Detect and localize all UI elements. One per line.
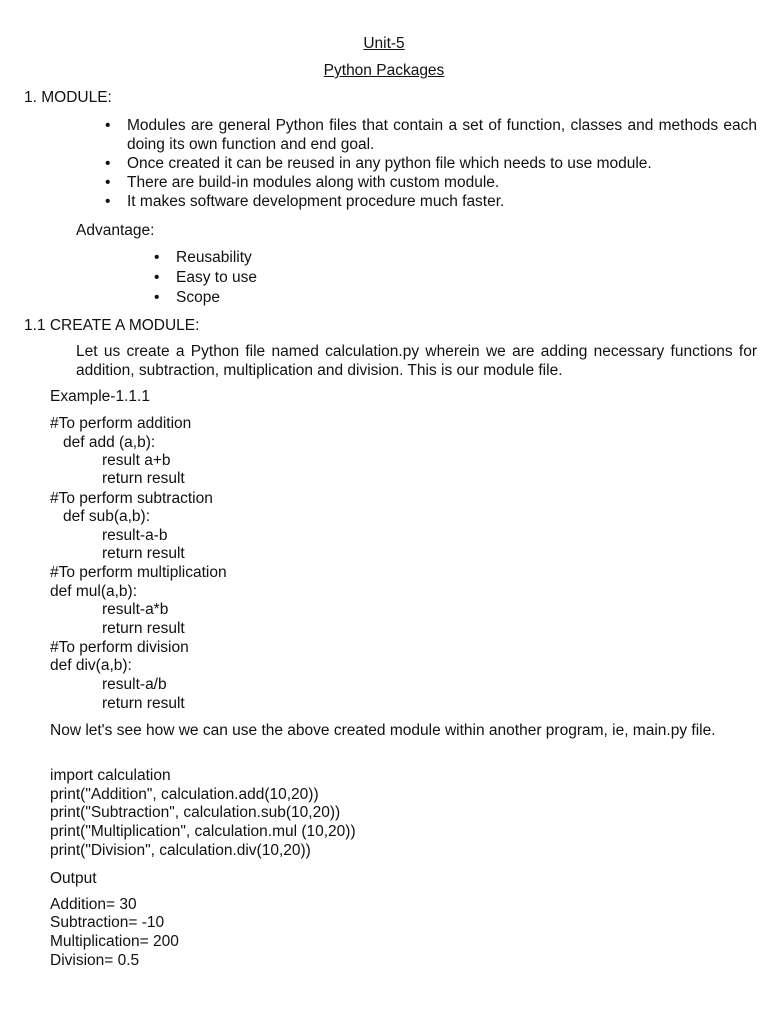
example-label: Example-1.1.1 bbox=[50, 388, 150, 405]
list-item: • There are build-in modules along with custom module. bbox=[105, 174, 500, 191]
bullet-icon: • bbox=[154, 249, 160, 266]
code-line: result-a-b bbox=[102, 527, 168, 544]
advantage-label: Advantage: bbox=[76, 222, 155, 239]
code-line: return result bbox=[102, 470, 185, 487]
code-line: result-a/b bbox=[102, 676, 167, 693]
bullet-icon: • bbox=[105, 193, 111, 210]
unit-title: Unit-5 bbox=[363, 35, 405, 52]
bullet-icon: • bbox=[105, 155, 111, 172]
code-line: print("Multiplication", calculation.mul (10,20)) bbox=[50, 823, 356, 840]
section-heading-create-module: 1.1 CREATE A MODULE: bbox=[24, 317, 200, 334]
list-item: • Once created it can be reused in any python file which needs to use module. bbox=[105, 155, 652, 172]
code-line: def div(a,b): bbox=[50, 657, 132, 674]
intro-paragraph: Let us create a Python file named calculation.py wherein we are adding necessary functions for addition, subtraction, multiplication and division. This is our module file. bbox=[76, 343, 757, 379]
list-item: • It makes software development procedure much faster. bbox=[105, 193, 505, 210]
list-item: • Modules are general Python files that contain a set of function, classes and methods each doing its own function and end goal. bbox=[105, 117, 757, 153]
code-line: print("Subtraction", calculation.sub(10,20)) bbox=[50, 804, 341, 821]
output-label: Output bbox=[50, 870, 97, 887]
code-line: return result bbox=[102, 620, 185, 637]
list-item: • Scope bbox=[154, 289, 220, 306]
code-line: #To perform division bbox=[50, 639, 189, 656]
list-item: • Easy to use bbox=[154, 269, 257, 286]
code-line: #To perform subtraction bbox=[50, 490, 213, 507]
usage-paragraph: Now let's see how we can use the above created module within another program, ie, main.py file. bbox=[50, 722, 716, 739]
page-title: Python Packages bbox=[323, 62, 445, 79]
output-line: Subtraction= -10 bbox=[50, 914, 165, 931]
module-bullet-list bbox=[105, 116, 757, 211]
code-line: #To perform addition bbox=[50, 415, 192, 432]
bullet-icon: • bbox=[105, 174, 111, 191]
code-line: print("Division", calculation.div(10,20)) bbox=[50, 842, 311, 859]
code-line: print("Addition", calculation.add(10,20)) bbox=[50, 786, 319, 803]
code-line: def mul(a,b): bbox=[50, 583, 138, 600]
bullet-icon: • bbox=[154, 269, 160, 286]
code-line: def add (a,b): bbox=[63, 434, 156, 451]
section-heading-module: 1. MODULE: bbox=[24, 89, 112, 106]
list-item: • Reusability bbox=[154, 249, 252, 266]
code-line: def sub(a,b): bbox=[63, 508, 151, 525]
code-line: #To perform multiplication bbox=[50, 564, 227, 581]
output-line: Multiplication= 200 bbox=[50, 933, 179, 950]
code-line: return result bbox=[102, 695, 185, 712]
bullet-icon: • bbox=[105, 117, 111, 134]
bullet-icon: • bbox=[154, 289, 160, 306]
advantage-list bbox=[154, 248, 257, 307]
code-line: result a+b bbox=[102, 452, 171, 469]
code-line: result-a*b bbox=[102, 601, 169, 618]
output-line: Division= 0.5 bbox=[50, 952, 140, 969]
code-line: return result bbox=[102, 545, 185, 562]
output-line: Addition= 30 bbox=[50, 896, 137, 913]
code-line: import calculation bbox=[50, 767, 171, 784]
